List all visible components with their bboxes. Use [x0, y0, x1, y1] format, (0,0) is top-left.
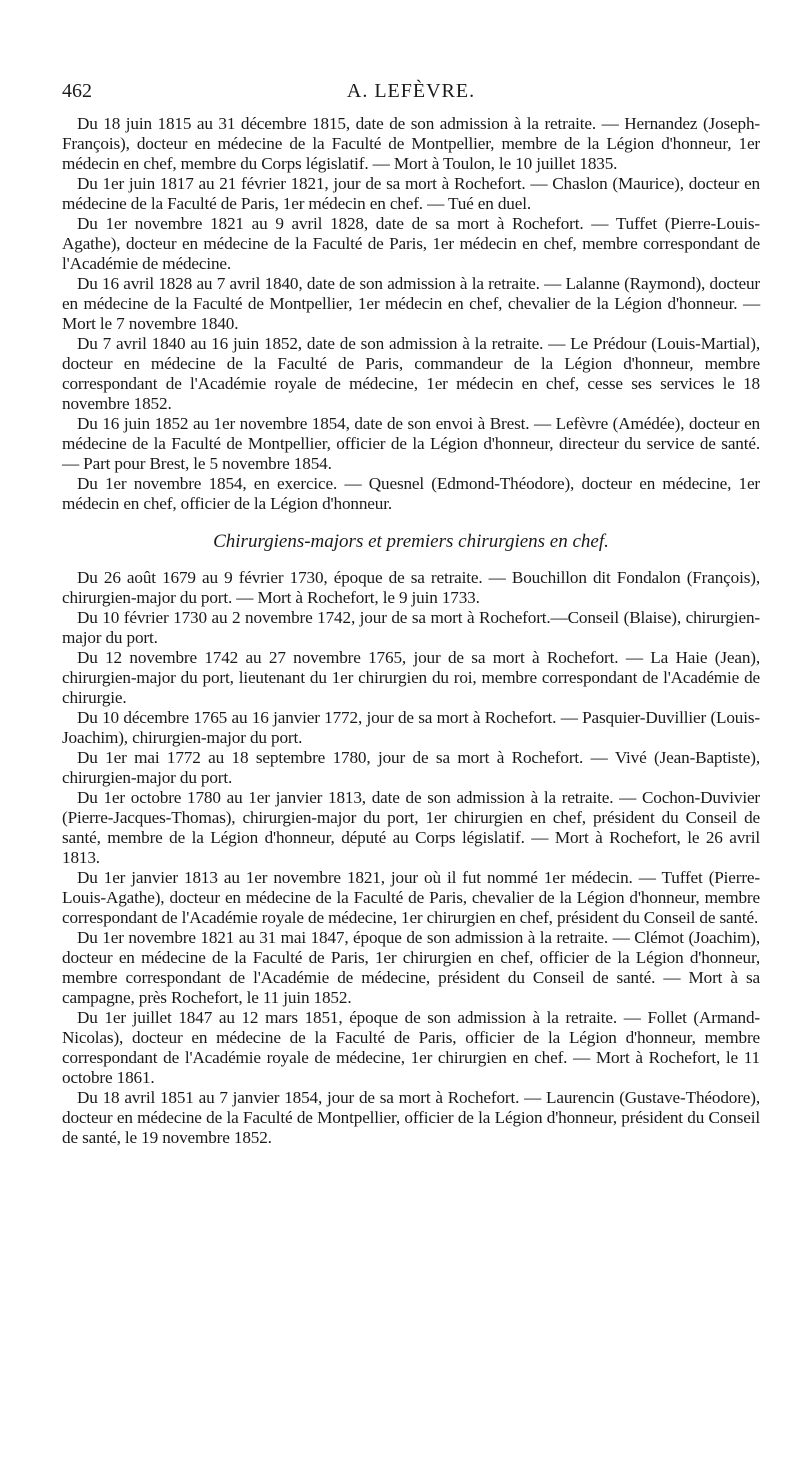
- physicians-section: [62, 114, 760, 514]
- surgeons-section: [62, 568, 760, 1148]
- running-title: A. LEFÈVRE.: [346, 80, 476, 102]
- entry-paragraph: Du 16 avril 1828 au 7 avril 1840, date de son admission à la retraite. — Lalanne (Raymond), docteur en médecine de la Faculté de Montpellier, 1er médecin en chef, chevalier de la Légion d'honneur. — Mort le 7 novembre 1840.: [62, 274, 760, 333]
- entry-paragraph: Du 1er janvier 1813 au 1er novembre 1821, jour où il fut nommé 1er médecin. — Tuffet (Pierre-Louis-Agathe), docteur en médecine de la Faculté de Paris, chevalier de la Légion d'honneur, membre correspondant de l'Académie royale de médecine, 1er chirurgien en chef, président du Conseil de santé.: [62, 868, 760, 927]
- entry-paragraph: Du 12 novembre 1742 au 27 novembre 1765, jour de sa mort à Rochefort. — La Haie (Jean), chirurgien-major du port, lieutenant du 1er chirurgien du roi, membre correspondant de l'Académie de chirurgie.: [62, 648, 760, 707]
- page-header: [62, 74, 760, 114]
- entry-paragraph: Du 1er juillet 1847 au 12 mars 1851, époque de son admission à la retraite. — Follet (Armand-Nicolas), docteur en médecine de la Faculté de Paris, officier de la Légion d'honneur, membre correspondant de l'Académie royale de médecine, 1er chirurgien en chef. — Mort à Rochefort, le 11 octobre 1861.: [62, 1008, 760, 1087]
- entry-paragraph: Du 1er octobre 1780 au 1er janvier 1813, date de son admission à la retraite. — Cochon-Duvivier (Pierre-Jacques-Thomas), chirurgien-major du port, 1er chirurgien en chef, président du Conseil de santé, membre de la Légion d'honneur, député au Corps législatif. — Mort à Rochefort, le 26 avril 1813.: [62, 788, 760, 867]
- entry-paragraph: Du 1er juin 1817 au 21 février 1821, jour de sa mort à Rochefort. — Chaslon (Maurice), docteur en médecine de la Faculté de Paris, 1er médecin en chef. — Tué en duel.: [62, 174, 760, 213]
- entry-paragraph: Du 7 avril 1840 au 16 juin 1852, date de son admission à la retraite. — Le Prédour (Louis-Martial), docteur en médecine de la Faculté de Paris, commandeur de la Légion d'honneur, membre correspondant de l'Académie royale de médecine, 1er médecin en chef, cesse ses services le 18 novembre 1852.: [62, 334, 760, 413]
- entry-paragraph: Du 10 février 1730 au 2 novembre 1742, jour de sa mort à Rochefort.—Conseil (Blaise), chirurgien-major du port.: [62, 608, 760, 647]
- entry-paragraph: Du 18 juin 1815 au 31 décembre 1815, date de son admission à la retraite. — Hernandez (Joseph-François), docteur en médecine de la Faculté de Montpellier, membre de la Légion d'honneur, 1er médecin en chef, membre du Corps législatif. — Mort à Toulon, le 10 juillet 1835.: [62, 114, 760, 173]
- entry-paragraph: Du 16 juin 1852 au 1er novembre 1854, date de son envoi à Brest. — Lefèvre (Amédée), docteur en médecine de la Faculté de Montpellier, officier de la Légion d'honneur, directeur du service de santé. — Part pour Brest, le 5 novembre 1854.: [62, 414, 760, 473]
- entry-paragraph: Du 1er novembre 1821 au 31 mai 1847, époque de son admission à la retraite. — Clémot (Joachim), docteur en médecine de la Faculté de Paris, 1er chirurgien en chef, officier de la Légion d'honneur, membre correspondant de l'Académie de médecine, président du Conseil de santé. — Mort à sa campagne, près Rochefort, le 11 juin 1852.: [62, 928, 760, 1007]
- entry-paragraph: Du 18 avril 1851 au 7 janvier 1854, jour de sa mort à Rochefort. — Laurencin (Gustave-Théodore), docteur en médecine de la Faculté de Montpellier, officier de la Légion d'honneur, président du Conseil de santé, le 19 novembre 1852.: [62, 1088, 760, 1147]
- entry-paragraph: Du 1er mai 1772 au 18 septembre 1780, jour de sa mort à Rochefort. — Vivé (Jean-Baptiste), chirurgien-major du port.: [62, 748, 760, 787]
- entry-paragraph: Du 26 août 1679 au 9 février 1730, époque de sa retraite. — Bouchillon dit Fondalon (François), chirurgien-major du port. — Mort à Rochefort, le 9 juin 1733.: [62, 568, 760, 607]
- book-page: [62, 74, 760, 1148]
- entry-paragraph: Du 1er novembre 1821 au 9 avril 1828, date de sa mort à Rochefort. — Tuffet (Pierre-Louis-Agathe), docteur en médecine de la Faculté de Paris, 1er médecin en chef, membre correspondant de l'Académie de médecine.: [62, 214, 760, 273]
- page-number: 462: [62, 80, 92, 102]
- entry-paragraph: Du 10 décembre 1765 au 16 janvier 1772, jour de sa mort à Rochefort. — Pasquier-Duvillier (Louis-Joachim), chirurgien-major du port.: [62, 708, 760, 747]
- section-heading: Chirurgiens-majors et premiers chirurgiens en chef.: [213, 531, 609, 552]
- entry-paragraph: Du 1er novembre 1854, en exercice. — Quesnel (Edmond-Théodore), docteur en médecine, 1er médecin en chef, officier de la Légion d'honneur.: [62, 474, 760, 513]
